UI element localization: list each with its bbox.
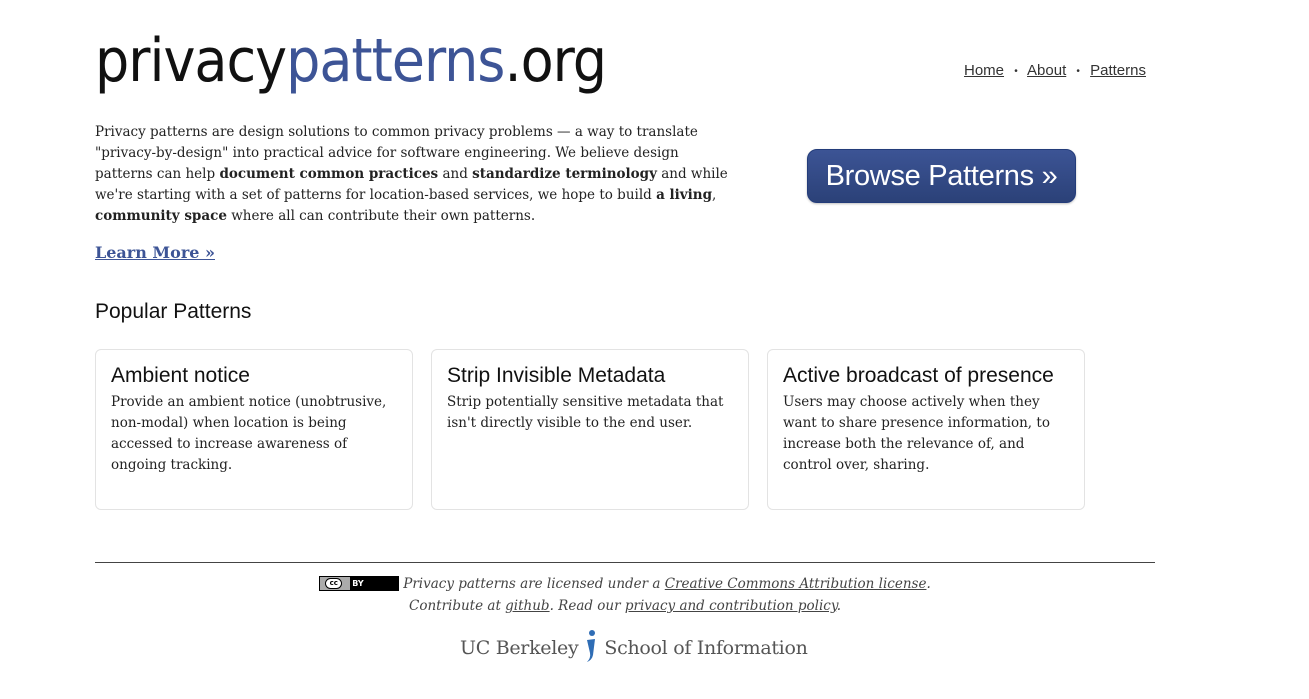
pattern-card-description: Provide an ambient notice (unobtrusive, non-modal) when location is being accessed to increase awareness of ongoing tracking. — [111, 394, 387, 473]
cc-license-link[interactable]: Creative Commons Attribution license — [664, 576, 927, 592]
footer-text: . Read our — [549, 598, 625, 614]
intro-text: , — [712, 187, 717, 203]
github-link[interactable]: github — [505, 598, 550, 614]
pattern-card-ambient-notice[interactable] — [95, 349, 413, 510]
pattern-card-description: Strip potentially sensitive metadata that isn't directly visible to the end user. — [447, 394, 724, 431]
intro-text: where all can contribute their own patterns. — [226, 208, 536, 224]
intro-text: Privacy patterns are design solutions to common privacy problems — a way to translate "privacy-by-design" into practical advice for software engineering. We believe design patterns can help — [95, 124, 698, 182]
intro-bold: a living — [656, 187, 713, 203]
privacy-policy-link[interactable]: privacy and contribution policy — [624, 598, 837, 614]
pattern-card-title[interactable]: Strip Invisible Metadata — [447, 364, 666, 387]
ischool-i-icon — [583, 629, 599, 663]
nav-separator: • — [1076, 65, 1080, 77]
site-logo[interactable] — [95, 26, 606, 96]
footer-contribute-line — [0, 598, 1250, 614]
nav-separator: • — [1014, 65, 1018, 77]
cc-badge-circle: cc — [325, 578, 342, 589]
nav-link-home[interactable]: Home — [964, 62, 1005, 79]
pattern-card-title[interactable]: Active broadcast of presence — [783, 364, 1054, 387]
cc-by-badge-icon[interactable] — [319, 576, 399, 591]
intro-text: and — [438, 166, 473, 182]
nav-link-about[interactable]: About — [1027, 62, 1067, 79]
popular-patterns-heading: Popular Patterns — [95, 300, 252, 323]
berkeley-text-right: School of Information — [604, 637, 808, 659]
footer-text: Contribute at — [409, 598, 506, 614]
top-nav — [964, 62, 1146, 79]
pattern-card-description: Users may choose actively when they want to share presence information, to increase both the relevance of, and control over, sharing. — [783, 394, 1050, 473]
footer-text: . — [836, 598, 841, 614]
intro-bold: document common practices — [219, 166, 439, 182]
uc-berkeley-ischool-logo[interactable] — [460, 632, 808, 666]
footer-divider — [95, 562, 1155, 563]
learn-more-link[interactable]: Learn More » — [95, 243, 215, 262]
logo-text-org: .org — [504, 26, 606, 96]
intro-bold: community space — [95, 208, 227, 224]
browse-patterns-button[interactable]: Browse Patterns » — [807, 149, 1076, 203]
footer-text: . — [926, 576, 931, 592]
logo-text-privacy: privacy — [95, 26, 287, 96]
berkeley-text-left: UC Berkeley — [460, 637, 579, 659]
intro-paragraph — [95, 122, 740, 227]
intro-text: and while we're starting with a set of patterns for location-based services, we hope to build — [95, 166, 728, 203]
pattern-card-active-broadcast[interactable] — [767, 349, 1085, 510]
pattern-card-title[interactable]: Ambient notice — [111, 364, 250, 387]
footer-license-line — [0, 576, 1250, 592]
nav-link-patterns[interactable]: Patterns — [1090, 62, 1146, 79]
cc-badge-by: BY — [352, 578, 364, 588]
logo-text-patterns: patterns — [286, 26, 505, 96]
footer-text: Privacy patterns are licensed under a — [403, 576, 665, 592]
intro-bold: standardize terminology — [472, 166, 657, 182]
pattern-card-strip-invisible-metadata[interactable] — [431, 349, 749, 510]
